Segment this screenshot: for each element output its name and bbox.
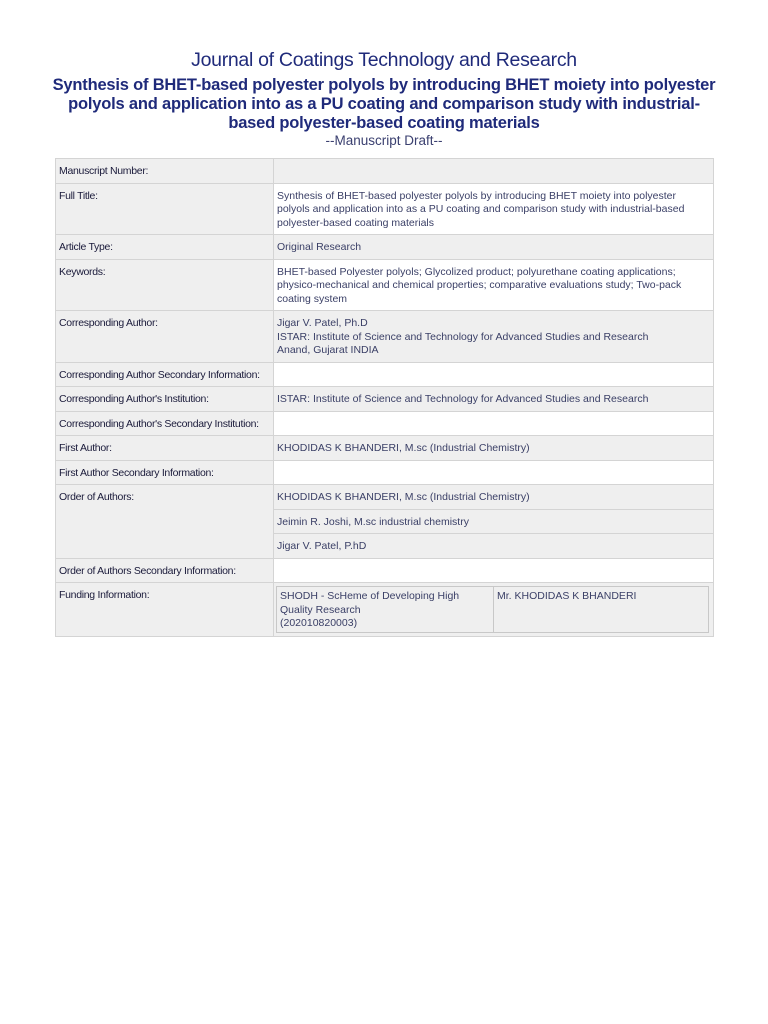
funding-recipient: Mr. KHODIDAS K BHANDERI <box>494 587 709 633</box>
funding-source <box>277 587 494 633</box>
author-2: Jeimin R. Joshi, M.sc industrial chemistry <box>274 509 714 534</box>
value-first-author: KHODIDAS K BHANDERI, M.sc (Industrial Chemistry) <box>274 436 714 461</box>
label-order-of-authors: Order of Authors: <box>56 485 274 559</box>
funding-row <box>277 587 709 633</box>
row-funding <box>56 583 714 637</box>
row-corr-secondary-info <box>56 362 714 387</box>
row-order-of-authors <box>56 485 714 510</box>
row-corr-institution <box>56 387 714 412</box>
manuscript-header <box>0 0 768 148</box>
value-article-type: Original Research <box>274 235 714 260</box>
label-corr-secondary-info: Corresponding Author Secondary Information: <box>56 362 274 387</box>
value-corr-secondary-info <box>274 362 714 387</box>
corresponding-author-institution: ISTAR: Institute of Science and Technology for Advanced Studies and Research <box>277 330 649 343</box>
label-corresponding-author: Corresponding Author: <box>56 311 274 363</box>
row-corr-secondary-institution <box>56 411 714 436</box>
value-corr-secondary-institution <box>274 411 714 436</box>
value-first-author-secondary <box>274 460 714 485</box>
journal-name: Journal of Coatings Technology and Research <box>191 49 577 71</box>
value-manuscript-number <box>274 159 714 184</box>
row-article-type <box>56 235 714 260</box>
corresponding-author-location: Anand, Gujarat INDIA <box>277 344 379 356</box>
label-funding: Funding Information: <box>56 583 274 637</box>
value-funding <box>274 583 714 637</box>
funding-table <box>276 586 709 633</box>
label-first-author: First Author: <box>56 436 274 461</box>
label-keywords: Keywords: <box>56 259 274 311</box>
value-corresponding-author <box>274 311 714 363</box>
row-order-secondary <box>56 558 714 583</box>
row-full-title <box>56 183 714 235</box>
author-3: Jigar V. Patel, P.hD <box>274 534 714 559</box>
author-1: KHODIDAS K BHANDERI, M.sc (Industrial Chemistry) <box>274 485 714 510</box>
label-manuscript-number: Manuscript Number: <box>56 159 274 184</box>
value-keywords: BHET-based Polyester polyols; Glycolized product; polyurethane coating applications; physico-mechanical and chemical properties; comparative evaluations study; Two-pack coating system <box>274 259 714 311</box>
row-first-author-secondary <box>56 460 714 485</box>
row-first-author <box>56 436 714 461</box>
label-corr-institution: Corresponding Author's Institution: <box>56 387 274 412</box>
label-corr-secondary-institution: Corresponding Author's Secondary Institution: <box>56 411 274 436</box>
label-order-secondary: Order of Authors Secondary Information: <box>56 558 274 583</box>
funding-grant-number: (202010820003) <box>280 617 358 629</box>
manuscript-title: Synthesis of BHET-based polyester polyols by introducing BHET moiety into polyester polyols and application into as a PU coating and comparison study with industrial-based polyester-based coating materials <box>52 76 716 132</box>
label-first-author-secondary: First Author Secondary Information: <box>56 460 274 485</box>
manuscript-info-table <box>55 158 714 637</box>
row-keywords <box>56 259 714 311</box>
value-order-secondary <box>274 558 714 583</box>
value-corr-institution: ISTAR: Institute of Science and Technology for Advanced Studies and Research <box>274 387 714 412</box>
draft-label: --Manuscript Draft-- <box>325 133 443 148</box>
funding-source-name: SHODH - ScHeme of Developing High Quality Research <box>280 590 460 616</box>
label-article-type: Article Type: <box>56 235 274 260</box>
corresponding-author-name: Jigar V. Patel, Ph.D <box>277 317 368 329</box>
row-corresponding-author <box>56 311 714 363</box>
value-full-title: Synthesis of BHET-based polyester polyols by introducing BHET moiety into polyester polyols and application into as a PU coating and comparison study with industrial-based polyester-based coating materials <box>274 183 714 235</box>
row-manuscript-number <box>56 159 714 184</box>
label-full-title: Full Title: <box>56 183 274 235</box>
